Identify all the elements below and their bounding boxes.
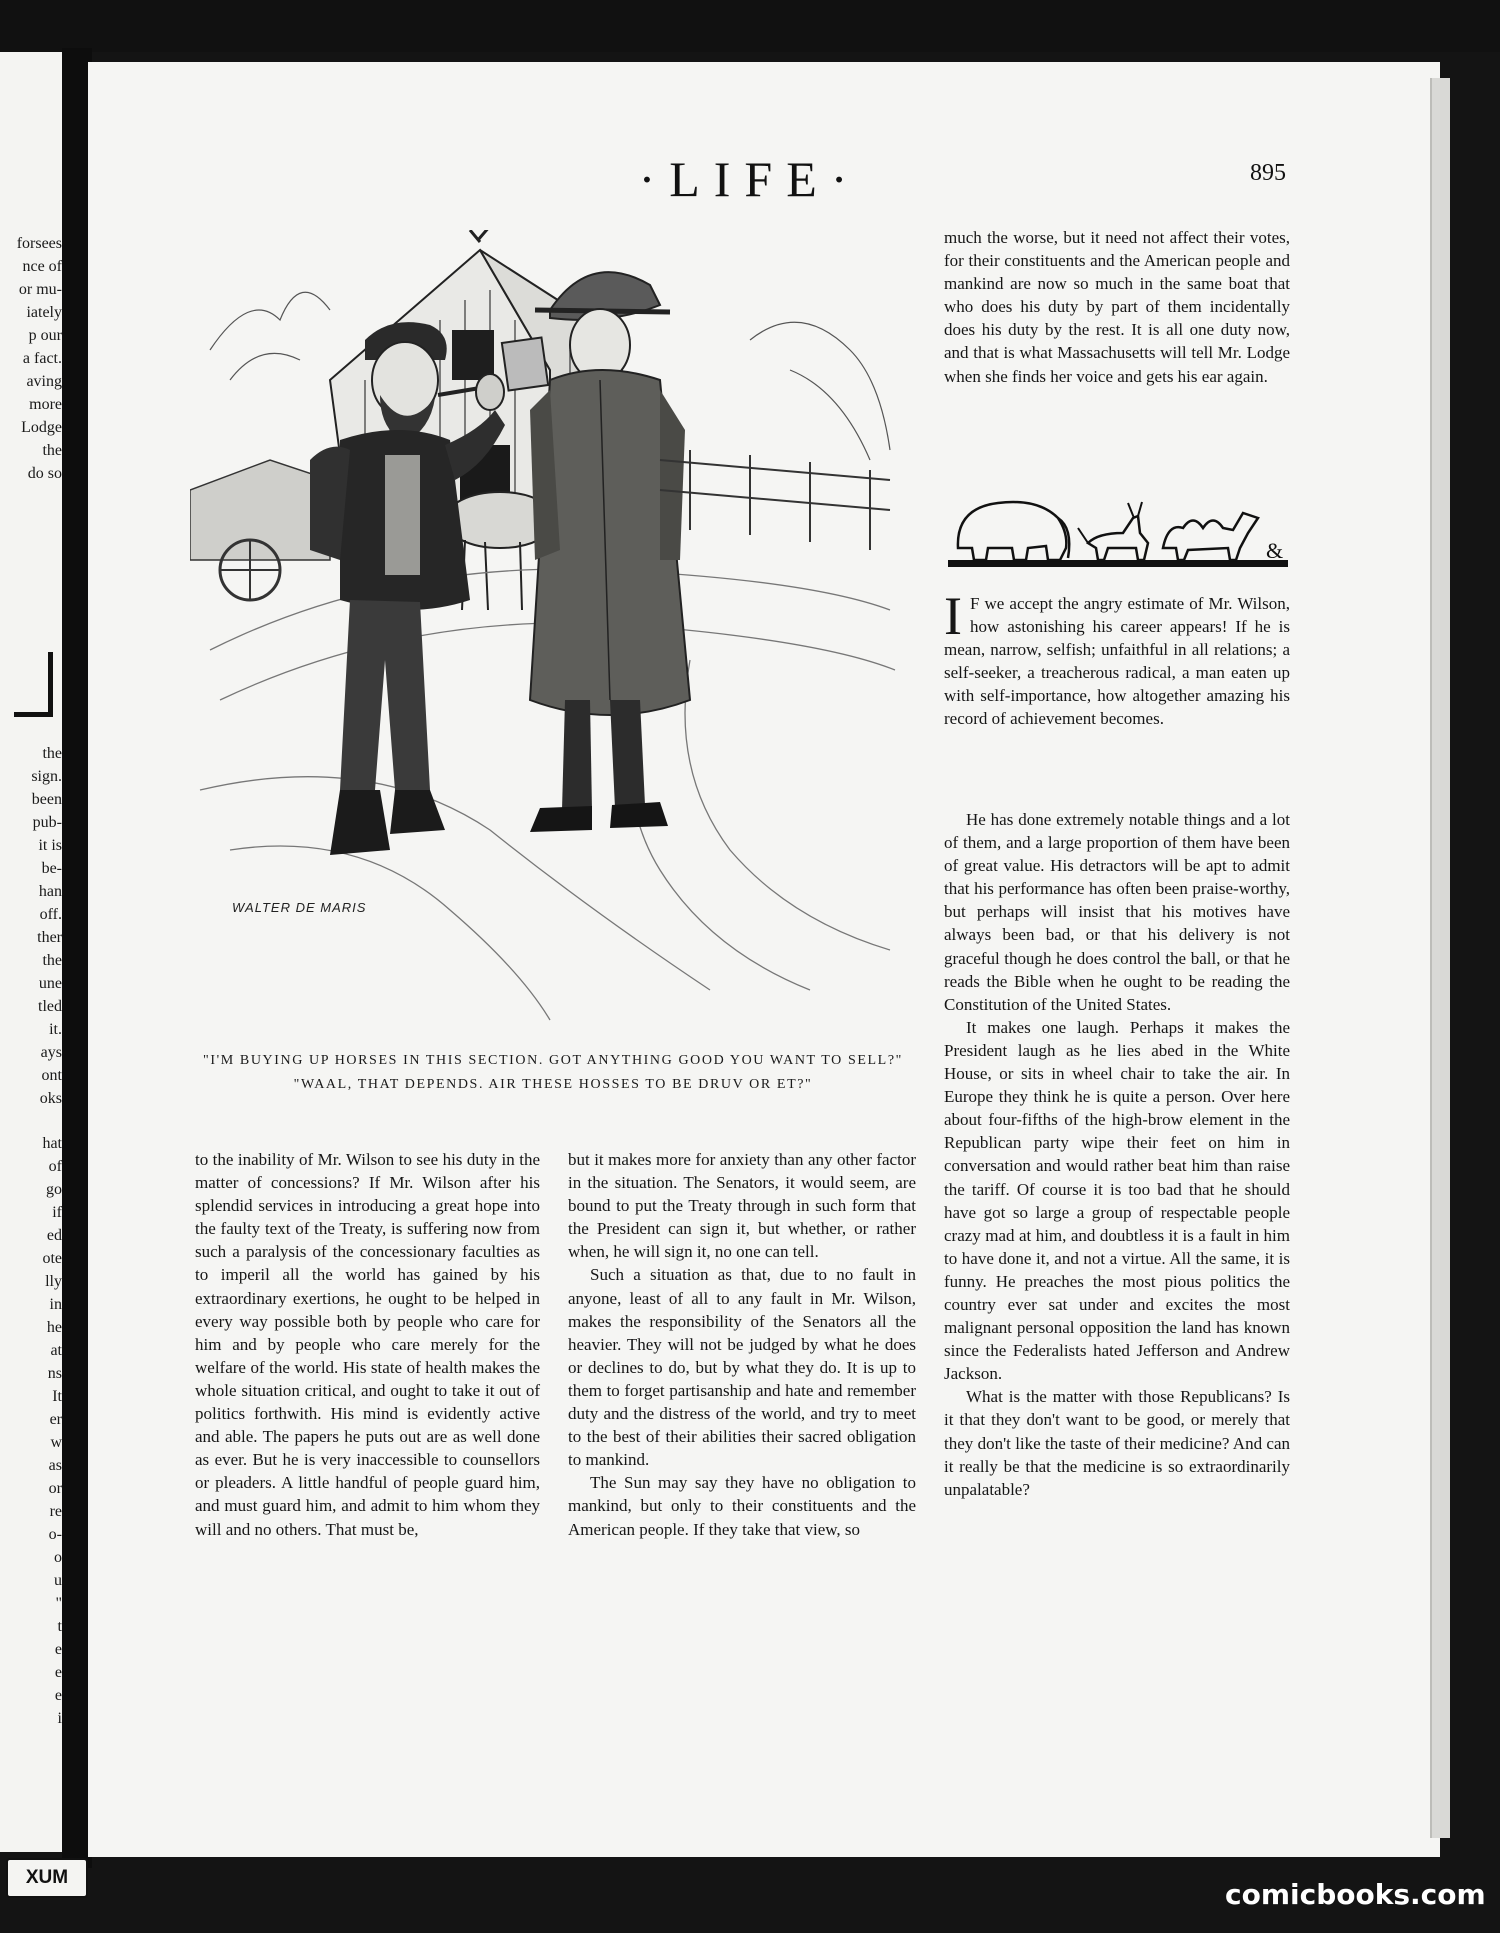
- article-column-3-intro: [944, 586, 1290, 731]
- previous-page-line: it.: [49, 1021, 62, 1038]
- previous-page-line: une: [38, 975, 62, 992]
- dropcap-paragraph: [944, 586, 1290, 731]
- previous-page-line: off.: [39, 906, 62, 923]
- previous-page-line: ont: [41, 1067, 62, 1084]
- previous-page-line: ed: [46, 1227, 62, 1244]
- previous-page-line: it is: [38, 837, 62, 854]
- previous-page-line: a fact.: [22, 350, 62, 367]
- previous-page-line: in: [49, 1296, 62, 1313]
- caption-line-2: "WAAL, THAT DEPENDS. AIR THESE HOSSES TO BE DRUV OR ET?": [293, 1077, 813, 1092]
- previous-page-line: he: [46, 1319, 62, 1336]
- masthead-title: ·LIFE·: [638, 151, 862, 207]
- article-column-3-top: [944, 226, 1290, 388]
- previous-page-line: as: [48, 1457, 62, 1474]
- paragraph: much the worse, but it need not affect their votes, for their constituents and the American people and mankind are now so much in the same boat that who does his duty by part of them incidentally does his duty by the rest. It is all one duty now, and that is what Massachusetts will tell Mr. Lodge when she finds her voice and gets his ear again.: [944, 228, 1290, 386]
- previous-page-line: iately: [26, 304, 62, 321]
- paragraph: It makes one laugh. Perhaps it makes the President laugh as he lies abed in the White House, or sits in wheel chair to take the air. In Europe they think he is quite a person. Over here about four-fifths of the high-brow element in the Republican party wipe their feet on him in conversation and would rather beat him than raise the tariff. Of course it is too bad that he should have got so large a group of respectable people crazy mad at him, and doubtless it is a fault in him to have done it, and not a virtue. All the same, it is funny. He preaches the most pious politics the country ever sat under and excites the most malignant personal opposition the land has known since the Federalists hated Jefferson and Andrew Jackson.: [944, 1017, 1290, 1384]
- previous-page-line: er: [49, 1411, 62, 1428]
- previous-page-line: nce of: [22, 258, 62, 275]
- previous-page-line: hat: [42, 1135, 62, 1152]
- previous-page-line: t: [57, 1618, 62, 1635]
- article-column-1: [195, 1148, 540, 1541]
- caption-line-1: "I'M BUYING UP HORSES IN THIS SECTION. GOT ANYTHING GOOD YOU WANT TO SELL?": [203, 1053, 903, 1068]
- site-watermark: comicbooks.com: [1225, 1878, 1486, 1911]
- previous-page-line: ther: [37, 929, 62, 946]
- previous-page-strip: [0, 52, 62, 1852]
- paragraph: but it makes more for anxiety than any other factor in the situation. The Senators, it would seem, are bound to put the Treaty through in such form that the President can sign it, but whether, or rather when, he will sign it, no one can tell.: [568, 1150, 916, 1262]
- previous-page-line: do so: [27, 465, 62, 482]
- paragraph: The Sun may say they have no obligation to mankind, but only to their constituents and the American people. If they take that view, so: [568, 1473, 916, 1539]
- previous-page-line: ns: [47, 1365, 62, 1382]
- previous-page-line: ": [55, 1595, 62, 1612]
- previous-page-line: been: [31, 791, 62, 808]
- previous-page-line: the: [42, 442, 62, 459]
- previous-page-line: at: [50, 1342, 62, 1359]
- previous-page-line: tled: [38, 998, 62, 1015]
- previous-page-line: e: [54, 1664, 62, 1681]
- previous-page-line: the: [42, 745, 62, 762]
- previous-page-line: i: [57, 1710, 62, 1727]
- previous-page-line: pub-: [32, 814, 62, 831]
- previous-page-line: go: [46, 1181, 62, 1198]
- svg-text:&: &: [1266, 538, 1284, 563]
- paragraph-text: F we accept the angry estimate of Mr. Wilson, how astonishing his career appears! If he is mean, narrow, selfish; unfaithful in all relations; a self-seeker, a treacherous radical, a man eaten up with self-importance, how altogether amazing his record of achievement becomes.: [944, 594, 1290, 729]
- previous-page-line: oks: [39, 1090, 62, 1107]
- previous-page-line: Lodge: [21, 419, 62, 436]
- previous-page-line: re: [49, 1503, 62, 1520]
- previous-page-line: han: [38, 883, 62, 900]
- previous-page-line: if: [52, 1204, 62, 1221]
- scan-top-band: [0, 0, 1500, 52]
- previous-page-line: It: [52, 1388, 62, 1405]
- page-number: 895: [1250, 160, 1286, 186]
- previous-page-line: lly: [45, 1273, 62, 1290]
- previous-page-line: p our: [28, 327, 62, 344]
- previous-page-line: e: [54, 1687, 62, 1704]
- page-edge: [1430, 78, 1450, 1838]
- illustration-caption: [188, 1050, 918, 1096]
- previous-page-line: more: [29, 396, 62, 413]
- article-column-2: [568, 1148, 916, 1541]
- previous-page-line: of: [48, 1158, 62, 1175]
- previous-page-line: be-: [41, 860, 62, 877]
- archive-corner-tag: XUM: [6, 1858, 88, 1898]
- drop-cap: I: [944, 586, 962, 646]
- previous-page-text-c: [0, 1132, 62, 1730]
- previous-page-line: or mu-: [18, 281, 62, 298]
- paragraph: What is the matter with those Republicans? Is it that they don't want to be good, or merely that they don't like the taste of their medicine? And can it really be that the medicine is so extraordinarily unpalatable?: [944, 1387, 1290, 1499]
- previous-page-line: or: [48, 1480, 62, 1497]
- previous-page-line: ote: [42, 1250, 62, 1267]
- previous-page-line: o-: [48, 1526, 62, 1543]
- animal-procession-ornament: [948, 488, 1288, 576]
- paragraph: He has done extremely notable things and a lot of them, and a large proportion of them have been of great value. His detractors will be apt to admit that his performance has often been praise-worthy, but perhaps will insist that his motives have always been bad, or that his delivery is not graceful though he does control the ball, or that he reads the Bible when he ought to be reading the Constitution of the United States.: [944, 810, 1290, 1014]
- previous-page-ornament: [14, 652, 53, 717]
- artist-signature: WALTER DE MARIS: [232, 900, 367, 915]
- barn-window: [452, 330, 494, 380]
- previous-page-text-b: [0, 742, 62, 1110]
- previous-page-line: o: [54, 1549, 62, 1566]
- previous-page-line: e: [54, 1641, 62, 1658]
- previous-page-line: ays: [40, 1044, 62, 1061]
- previous-page-line: sign.: [31, 768, 62, 785]
- previous-page-line: aving: [26, 373, 62, 390]
- previous-page-line: u: [54, 1572, 62, 1589]
- previous-page-text-a: [0, 232, 62, 485]
- previous-page-line: forsees: [16, 235, 62, 252]
- previous-page-line: w: [50, 1434, 62, 1451]
- paragraph: Such a situation as that, due to no fault in anyone, least of all to any fault in Mr. Wilson, makes the responsibility of the Senators all the heavier. They will not be judged by what he does or declines to do, but by what they do. It is up to them to forget partisanship and hate and remember duty and the distress of the world, and try to meet to the best of their abilities their sacred obligation to mankind.: [568, 1265, 916, 1470]
- article-column-3-body: [944, 808, 1290, 1501]
- previous-page-line: the: [42, 952, 62, 969]
- paragraph: to the inability of Mr. Wilson to see his duty in the matter of concessions? If Mr. Wilson after his splendid services in introducing a great hope into the faulty text of the Treaty, is suffering now from such a paralysis of the concessionary faculties as to imperil all the world has gained by his extraordinary exertions, he ought to be helped in every way possible both by people who care for him and by people who care merely for the welfare of the world. His state of health makes the whole situation critical, and ought to take it out of politics forthwith. His mind is evidently active and able. The papers he puts out are as well done as ever. But he is very inaccessible to counsellors or pleaders. A little handful of people guard him, and must guard him, and admit to him whom they will and no others. That must be,: [195, 1150, 540, 1539]
